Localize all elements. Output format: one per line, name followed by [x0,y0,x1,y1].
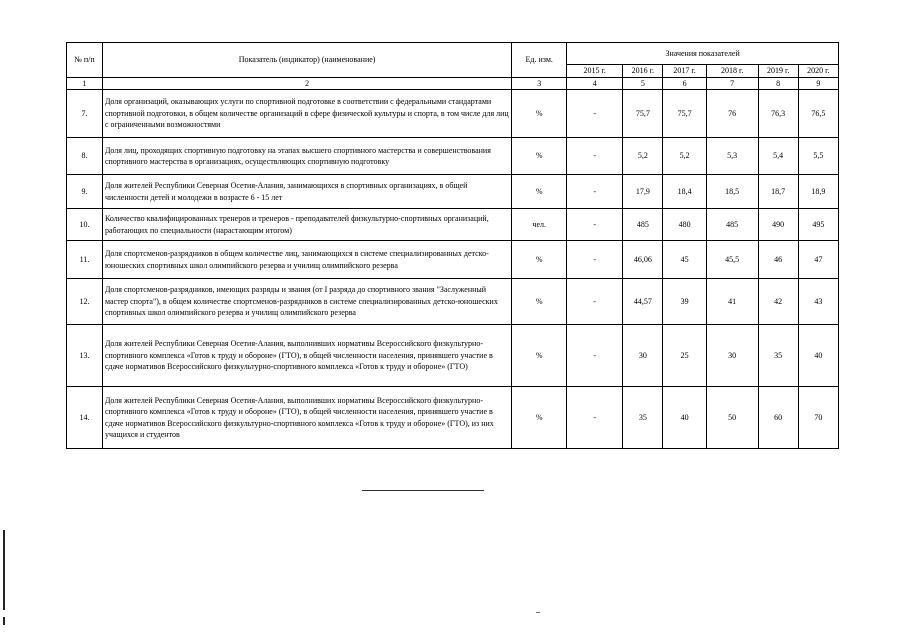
value-cell: 76,3 [758,90,798,138]
value-cell: 495 [798,209,838,241]
value-cell: 40 [663,387,706,449]
indicator-name: Количество квалифицированных тренеров и тренеров - преподавателей физкультурно-спортивных организаций, работающих по специальности (нарастающим итогом) [102,209,511,241]
row-number: 9. [67,175,103,209]
value-cell: 41 [706,279,758,325]
table-header [67,43,839,90]
header-year: 2015 г. [567,65,623,78]
column-number: 4 [567,77,623,90]
value-cell: 18,5 [706,175,758,209]
value-cell: 45,5 [706,241,758,279]
value-cell: - [567,138,623,175]
footer-divider [362,490,484,491]
value-cell: 485 [623,209,663,241]
column-number: 3 [512,77,567,90]
table-row [67,241,839,279]
value-cell: 75,7 [623,90,663,138]
unit-cell: % [512,90,567,138]
row-number: 11. [67,241,103,279]
column-number: 7 [706,77,758,90]
unit-cell: % [512,241,567,279]
header-values-group: Значения показателей [567,43,839,65]
value-cell: 70 [798,387,838,449]
header-year: 2018 г. [706,65,758,78]
value-cell: 40 [798,325,838,387]
value-cell: 18,9 [798,175,838,209]
value-cell: - [567,387,623,449]
table-row [67,209,839,241]
column-number: 2 [102,77,511,90]
value-cell: - [567,175,623,209]
unit-cell: % [512,138,567,175]
row-number: 7. [67,90,103,138]
value-cell: - [567,90,623,138]
value-cell: 5,2 [663,138,706,175]
value-cell: 30 [706,325,758,387]
unit-cell: % [512,325,567,387]
value-cell: 46 [758,241,798,279]
table-row [67,175,839,209]
value-cell: 5,5 [798,138,838,175]
value-cell: - [567,279,623,325]
indicator-name: Доля лиц, проходящих спортивную подготовку на этапах высшего спортивного мастерства и совершенствования спортивного мастерства в организациях, осуществляющих спортивную подготовку [102,138,511,175]
value-cell: 18,4 [663,175,706,209]
value-cell: 35 [758,325,798,387]
value-cell: 17,9 [623,175,663,209]
table-body [67,90,839,449]
value-cell: 35 [623,387,663,449]
table-row [67,138,839,175]
indicator-name: Доля спортсменов-разрядников в общем количестве лиц, занимающихся в системе специализированных детско-юношеских спортивных школ олимпийского резерва и училищ олимпийского резерва [102,241,511,279]
value-cell: - [567,325,623,387]
value-cell: 25 [663,325,706,387]
column-number: 5 [623,77,663,90]
value-cell: 39 [663,279,706,325]
table-row [67,325,839,387]
indicators-table [66,42,839,449]
table-row [67,387,839,449]
indicator-name: Доля спортсменов-разрядников, имеющих разряды и звания (от I разряда до спортивного звания "Заслуженный мастер спорта"), в общем количестве спортсменов-разрядников в системе специализированных детско-юношеских спортивных школ олимпийского резерва и училищ олимпийского резерва [102,279,511,325]
binding-margin-mark [3,530,5,610]
value-cell: 76,5 [798,90,838,138]
value-cell: 30 [623,325,663,387]
value-cell: 60 [758,387,798,449]
value-cell: 5,3 [706,138,758,175]
indicator-name: Доля жителей Республики Северная Осетия-Алания, выполнивших нормативы Всероссийского физкультурно-спортивного комплекса «Готов к труду и обороне» (ГТО), в общей численности населения, принявшего участие в сдаче нормативов Всероссийского физкультурно-спортивного комплекса «Готов к труду и обороне» (ГТО), из них учащихся и студентов [102,387,511,449]
indicator-name: Доля жителей Республики Северная Осетия-Алания, выполнивших нормативы Всероссийского физкультурно-спортивного комплекса «Готов к труду и обороне» (ГТО), в общей численности населения, принявшего участие в сдаче нормативов Всероссийского физкультурно-спортивного комплекса «Готов к труду и обороне» (ГТО) [102,325,511,387]
value-cell: 490 [758,209,798,241]
scan-speck [536,612,540,613]
header-year: 2017 г. [663,65,706,78]
value-cell: 45 [663,241,706,279]
row-number: 12. [67,279,103,325]
table-row [67,90,839,138]
value-cell: 5,4 [758,138,798,175]
indicator-name: Доля организаций, оказывающих услуги по спортивной подготовке в соответствии с федеральными стандартами спортивной подготовки, в общем количестве организаций в сфере физической культуры и спорта, в том числе для лиц с ограниченными возможностями [102,90,511,138]
value-cell: 43 [798,279,838,325]
unit-cell: % [512,175,567,209]
binding-margin-tick [3,617,5,625]
value-cell: 50 [706,387,758,449]
value-cell: 42 [758,279,798,325]
value-cell: 75,7 [663,90,706,138]
value-cell: 480 [663,209,706,241]
value-cell: 44,57 [623,279,663,325]
unit-cell: чел. [512,209,567,241]
value-cell: 485 [706,209,758,241]
value-cell: - [567,241,623,279]
row-number: 8. [67,138,103,175]
table-row [67,279,839,325]
unit-cell: % [512,387,567,449]
value-cell: - [567,209,623,241]
row-number: 14. [67,387,103,449]
column-number: 8 [758,77,798,90]
header-indicator: Показатель (индикатор) (наименование) [102,43,511,78]
value-cell: 76 [706,90,758,138]
value-cell: 47 [798,241,838,279]
unit-cell: % [512,279,567,325]
value-cell: 5,2 [623,138,663,175]
column-number: 6 [663,77,706,90]
value-cell: 46,06 [623,241,663,279]
row-number: 10. [67,209,103,241]
column-number: 1 [67,77,103,90]
value-cell: 18,7 [758,175,798,209]
header-year: 2020 г. [798,65,838,78]
column-numbers-row [67,77,839,90]
header-year: 2016 г. [623,65,663,78]
header-num: № п/п [67,43,103,78]
indicator-name: Доля жителей Республики Северная Осетия-Алания, занимающихся в спортивных организациях, в общей численности детей и молодежи в возрасте 6 - 15 лет [102,175,511,209]
header-year: 2019 г. [758,65,798,78]
column-number: 9 [798,77,838,90]
row-number: 13. [67,325,103,387]
header-unit: Ед. изм. [512,43,567,78]
